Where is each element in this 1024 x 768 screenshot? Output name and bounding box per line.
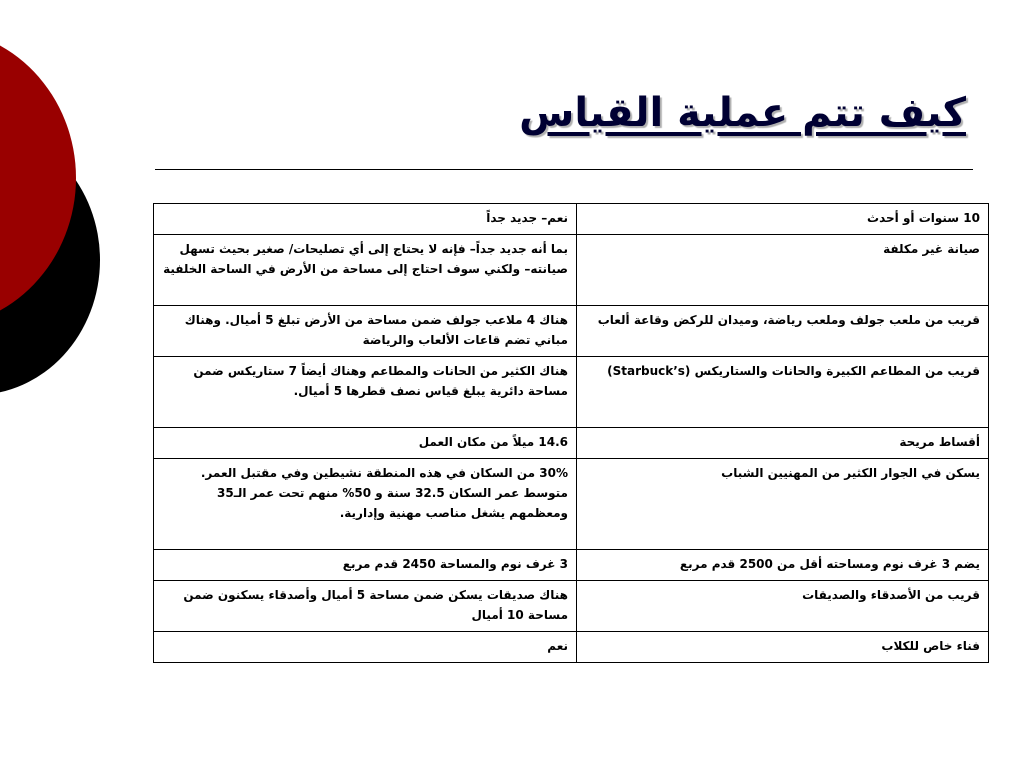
criterion-cell: قريب من المطاعم الكبيرة والحانات والستاريكس (Starbuck’s) [577,357,989,428]
table-row [154,459,989,550]
finding-cell: هناك الكثير من الحانات والمطاعم وهناك أيضاً 7 ستاريكس ضمن مساحة دائرية يبلغ قياس نصف قطرها 5 أميال. [154,357,577,428]
table-row [154,357,989,428]
criteria-table [153,203,989,663]
criterion-cell: يضم 3 غرف نوم ومساحته أقل من 2500 قدم مربع [577,550,989,581]
finding-cell: 14.6 ميلاً من مكان العمل [154,428,577,459]
table-row [154,204,989,235]
title-divider [155,169,973,170]
finding-cell: بما أنه جديد جداً– فإنه لا يحتاج إلى أي تصليحات/ صغير بحيث تسهل صيانته– ولكني سوف احتاج إلى مساحة من الأرض في الساحة الخلفية [154,235,577,306]
criterion-cell: 10 سنوات أو أحدث [577,204,989,235]
finding-cell: 30% من السكان في هذه المنطقة نشيطين وفي مقتبل العمر. متوسط عمر السكان 32.5 سنة و 50% منهم تحت عمر الـ35 ومعظمهم يشغل مناصب مهنية وإدارية. [154,459,577,550]
finding-cell: 3 غرف نوم والمساحة 2450 قدم مربع [154,550,577,581]
slide-title: كيف تتم عملية القياس [519,90,966,136]
finding-cell: نعم– جديد جداً [154,204,577,235]
finding-cell: هناك 4 ملاعب جولف ضمن مساحة من الأرض تبلغ 5 أميال. وهناك مباني تضم قاعات الألعاب والرياضة [154,306,577,357]
table-row [154,632,989,663]
table-row [154,306,989,357]
criterion-cell: فناء خاص للكلاب [577,632,989,663]
table-row [154,550,989,581]
table-row [154,581,989,632]
finding-cell: هناك صديقات يسكن ضمن مساحة 5 أميال وأصدقاء يسكنون ضمن مساحة 10 أميال [154,581,577,632]
criterion-cell: قريب من ملعب جولف وملعب رياضة، وميدان للركض وقاعة ألعاب [577,306,989,357]
finding-cell: نعم [154,632,577,663]
table-row [154,235,989,306]
table-row [154,428,989,459]
criterion-cell: يسكن في الجوار الكثير من المهنيين الشباب [577,459,989,550]
criterion-cell: قريب من الأصدقاء والصديقات [577,581,989,632]
comparison-table [153,203,980,663]
criterion-cell: أقساط مريحة [577,428,989,459]
criterion-cell: صيانة غير مكلفة [577,235,989,306]
